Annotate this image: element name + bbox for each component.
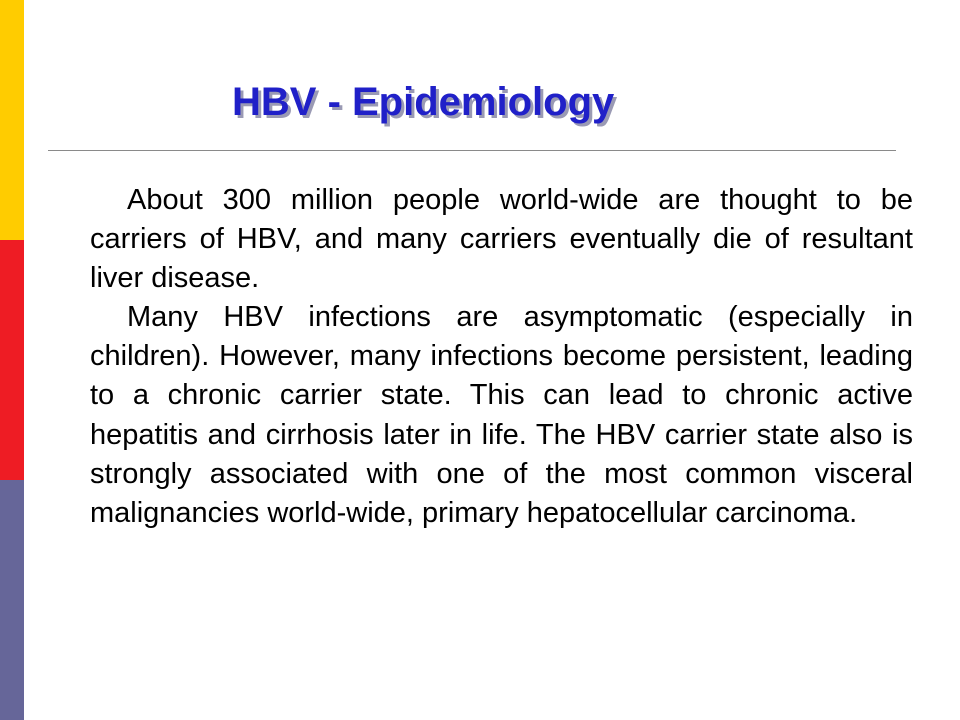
bar-segment-slate	[0, 480, 24, 720]
body-paragraph: Many HBV infections are asymptomatic (especially in children). However, many infections become persistent, leading to a chronic carrier state. This can lead to chronic active hepatitis and cirrhosis later in life. The HBV carrier state also is strongly associated with one of the most common visceral malignancies world-wide, primary hepatocellular carcinoma.	[90, 301, 913, 529]
slide-title: HBV - Epidemiology	[232, 80, 615, 124]
side-color-bar	[0, 0, 24, 720]
bar-segment-red	[0, 240, 24, 480]
bar-segment-yellow	[0, 0, 24, 240]
title-divider	[48, 150, 896, 151]
body-paragraph: About 300 million people world-wide are thought to be carriers of HBV, and many carriers eventually die of resultant liver disease.	[90, 184, 913, 295]
slide-body	[90, 181, 913, 533]
